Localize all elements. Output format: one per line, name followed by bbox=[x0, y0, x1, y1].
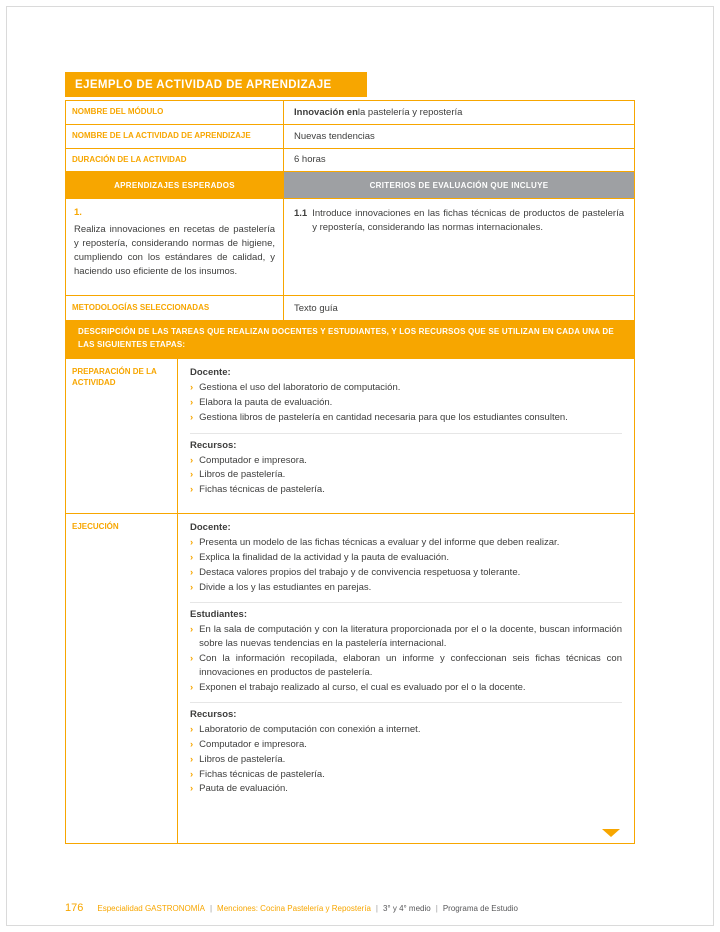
footer-segment: Programa de Estudio bbox=[442, 904, 518, 913]
row-value-bold: Innovación en bbox=[294, 106, 358, 118]
stage-section bbox=[190, 602, 622, 702]
footer-text bbox=[97, 904, 523, 913]
stage-section bbox=[190, 433, 622, 505]
stage-label: PREPARACIÓN DE LA ACTIVIDAD bbox=[66, 359, 178, 513]
criterio-cell bbox=[284, 199, 634, 295]
bullet-item bbox=[190, 782, 622, 796]
bullet-item-text: Computador e impresora. bbox=[199, 739, 307, 751]
stages bbox=[66, 358, 634, 843]
bullet-icon: › bbox=[190, 469, 194, 481]
footer-segment: | bbox=[209, 904, 213, 913]
bullet-icon: › bbox=[190, 382, 194, 394]
bullet-icon: › bbox=[190, 624, 194, 636]
row-value bbox=[284, 101, 634, 124]
section-heading: Estudiantes: bbox=[190, 609, 248, 621]
bullet-icon: › bbox=[190, 753, 194, 765]
bullet-item bbox=[190, 381, 622, 395]
page-footer bbox=[65, 902, 680, 914]
footer-segment: | bbox=[375, 904, 378, 913]
footer-segment: | bbox=[435, 904, 438, 913]
criterio-text: Introduce innovaciones en las fichas técnicas de productos de pastelería y repostería, considerando las normas internacionales. bbox=[312, 208, 624, 234]
bullet-item bbox=[190, 396, 622, 410]
criterios-evaluacion-header: CRITERIOS DE EVALUACIÓN QUE INCLUYE bbox=[284, 172, 634, 198]
methodology-value: Texto guía bbox=[294, 302, 338, 314]
footer-segment: Menciones: Cocina Pastelería y Repostería bbox=[217, 904, 371, 913]
bullet-item-text: Fichas técnicas de pastelería. bbox=[199, 768, 325, 780]
aprendizaje-cell bbox=[66, 199, 284, 295]
bullet-item bbox=[190, 623, 622, 651]
info-row bbox=[66, 124, 634, 148]
bullet-item-text: Elabora la pauta de evaluación. bbox=[199, 397, 333, 409]
aprendizaje-text: Realiza innovaciones en recetas de pastelería y repostería, considerando normas de higiene, cumpliendo con los estándares de calidad, y haciendo uso eficiente de los insumos. bbox=[74, 224, 275, 277]
row-label: DURACIÓN DE LA ACTIVIDAD bbox=[66, 149, 284, 172]
bullet-icon: › bbox=[190, 454, 194, 466]
row-value: Nuevas tendencias bbox=[294, 130, 375, 142]
bullet-item-text: Libros de pastelería. bbox=[199, 469, 286, 481]
row-label: NOMBRE DE LA ACTIVIDAD DE APRENDIZAJE bbox=[66, 125, 284, 148]
bullet-item bbox=[190, 768, 622, 782]
stage-content bbox=[178, 359, 634, 513]
section-heading: Recursos: bbox=[190, 709, 237, 721]
bullet-item bbox=[190, 566, 622, 580]
bullet-item-text: Presenta un modelo de las fichas técnicas a evaluar y del informe que deben realizar. bbox=[199, 537, 560, 549]
bullet-icon: › bbox=[190, 397, 194, 409]
stage-content bbox=[178, 514, 634, 843]
bullet-item-text: Gestiona el uso del laboratorio de computación. bbox=[199, 382, 401, 394]
bullet-icon: › bbox=[190, 783, 194, 795]
page-title: EJEMPLO DE ACTIVIDAD DE APRENDIZAJE bbox=[65, 72, 367, 97]
stage-label: EJECUCIÓN bbox=[66, 514, 178, 843]
bullet-item-text: En la sala de computación y con la literatura proporcionada por el o la docente, buscan información sobre las nuevas tendencias en la pastelería internacional. bbox=[199, 624, 622, 650]
bullet-item-text: Pauta de evaluación. bbox=[199, 783, 288, 795]
bullet-item bbox=[190, 536, 622, 550]
bullet-item-text: Exponen el trabajo realizado al curso, el cual es evaluado por el o la docente. bbox=[199, 681, 526, 693]
stage-row bbox=[66, 358, 634, 513]
methodology-row bbox=[66, 295, 634, 320]
bullet-item bbox=[190, 652, 622, 680]
section-heading: Recursos: bbox=[190, 439, 237, 451]
info-rows bbox=[66, 101, 634, 171]
bullet-item bbox=[190, 454, 622, 468]
bullet-icon: › bbox=[190, 681, 194, 693]
bullet-icon: › bbox=[190, 484, 194, 496]
bullet-item bbox=[190, 468, 622, 482]
row-value-rest: la pastelería y repostería bbox=[357, 106, 463, 118]
bullet-icon: › bbox=[190, 566, 194, 578]
aprendizaje-number: 1. bbox=[74, 207, 82, 219]
bullet-item-text: Destaca valores propios del trabajo y de convivencia respetuosa y tolerante. bbox=[199, 566, 521, 578]
bullet-icon: › bbox=[190, 581, 194, 593]
bullet-item bbox=[190, 738, 622, 752]
section-heading: Docente: bbox=[190, 367, 231, 379]
bullet-item-text: Explica la finalidad de la actividad y la pauta de evaluación. bbox=[199, 552, 449, 564]
stage-section bbox=[190, 361, 622, 432]
expectations-header-row bbox=[66, 171, 634, 198]
stage-section bbox=[190, 516, 622, 602]
bullet-item-text: Libros de pastelería. bbox=[199, 753, 286, 765]
page-number: 176 bbox=[65, 902, 84, 914]
bullet-item bbox=[190, 681, 622, 695]
bullet-item-text: Fichas técnicas de pastelería. bbox=[199, 484, 325, 496]
bullet-item bbox=[190, 723, 622, 737]
info-row bbox=[66, 148, 634, 172]
continuation-triangle-icon bbox=[602, 829, 620, 837]
expectations-content-row bbox=[66, 198, 634, 295]
section-heading: Docente: bbox=[190, 522, 231, 534]
bullet-icon: › bbox=[190, 652, 194, 664]
bullet-item bbox=[190, 483, 622, 497]
bullet-icon: › bbox=[190, 537, 194, 549]
row-value: 6 horas bbox=[294, 154, 326, 166]
bullet-icon: › bbox=[190, 724, 194, 736]
bullet-item-text: Con la información recopilada, elaboran un informe y confeccionan seis fichas técnicas con innovaciones en productos de pastelería. bbox=[199, 652, 622, 678]
description-header: DESCRIPCIÓN DE LAS TAREAS QUE REALIZAN DOCENTES Y ESTUDIANTES, Y LOS RECURSOS QUE SE UTILIZAN EN CADA UNA DE LAS SIGUIENTES ETAPAS: bbox=[66, 320, 634, 358]
activity-table bbox=[65, 100, 635, 844]
footer-segment: 3° y 4° medio bbox=[382, 904, 431, 913]
bullet-item-text: Computador e impresora. bbox=[199, 454, 307, 466]
bullet-item bbox=[190, 581, 622, 595]
info-row bbox=[66, 101, 634, 124]
bullet-item-text: Gestiona libros de pastelería en cantidad necesaria para que los estudiantes consulten. bbox=[199, 411, 568, 423]
aprendizajes-esperados-header: APRENDIZAJES ESPERADOS bbox=[66, 172, 284, 198]
bullet-icon: › bbox=[190, 739, 194, 751]
bullet-item bbox=[190, 411, 622, 425]
criterio-number: 1.1 bbox=[294, 208, 308, 220]
bullet-item-text: Laboratorio de computación con conexión a internet. bbox=[199, 724, 421, 736]
bullet-icon: › bbox=[190, 411, 194, 423]
stage-section bbox=[190, 702, 622, 804]
row-label: NOMBRE DEL MÓDULO bbox=[66, 101, 284, 124]
bullet-item bbox=[190, 551, 622, 565]
bullet-item-text: Divide a los y las estudiantes en parejas. bbox=[199, 581, 372, 593]
footer-segment: Especialidad GASTRONOMÍA bbox=[97, 904, 205, 913]
document-content bbox=[65, 72, 635, 844]
methodology-label: METODOLOGÍAS SELECCIONADAS bbox=[66, 296, 284, 320]
bullet-item bbox=[190, 753, 622, 767]
bullet-icon: › bbox=[190, 552, 194, 564]
bullet-icon: › bbox=[190, 768, 194, 780]
stage-row bbox=[66, 513, 634, 843]
